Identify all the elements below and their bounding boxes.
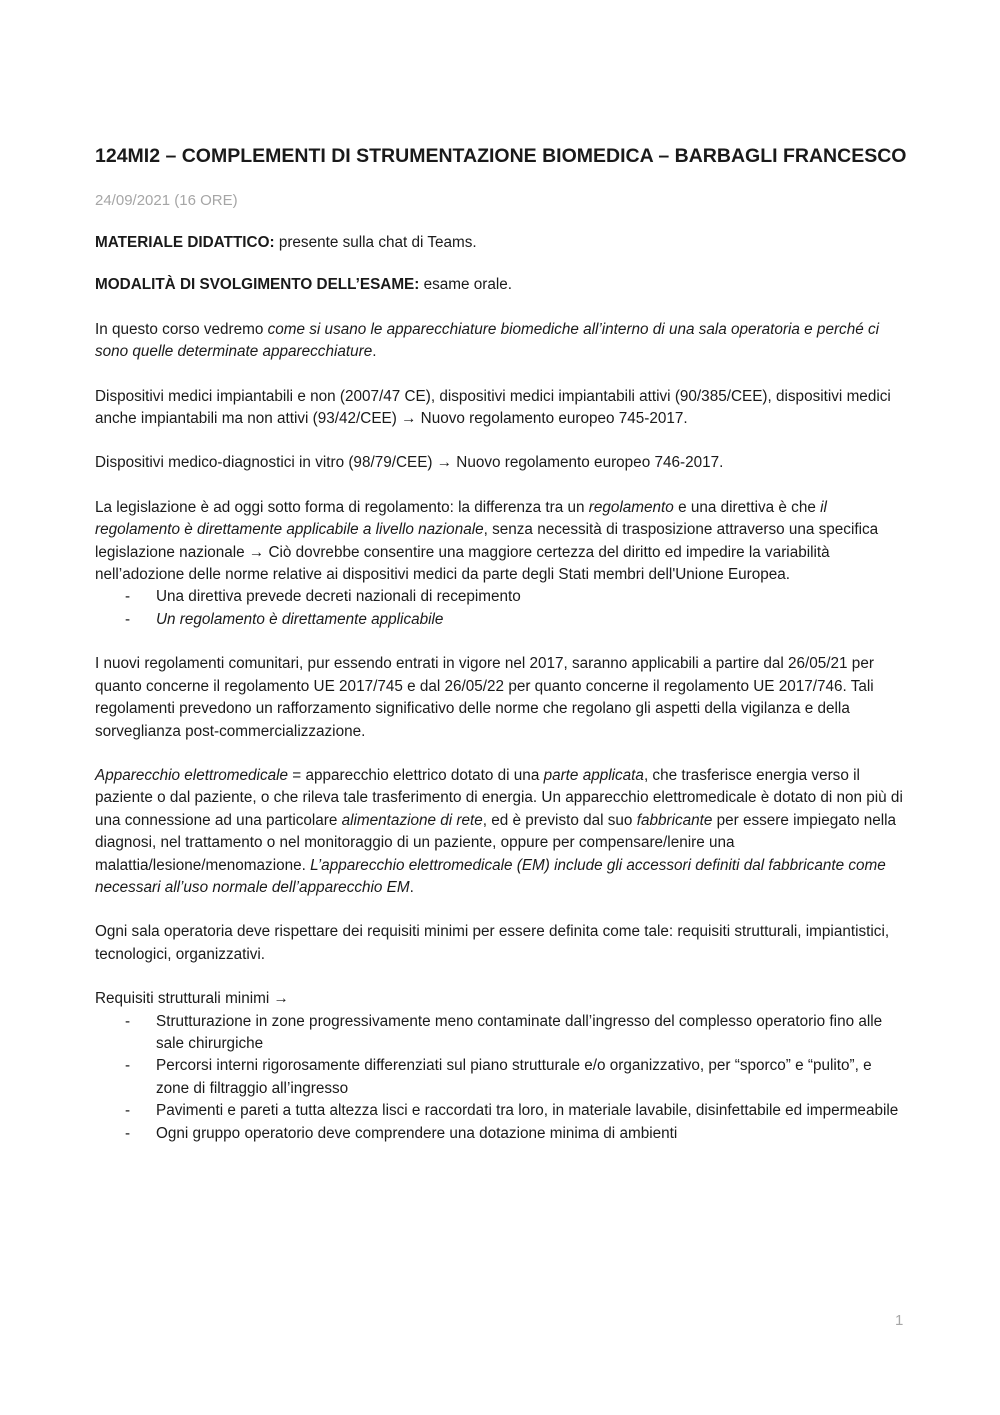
legislazione-italic-2: il regolamento è direttamente applicabile a livello nazionale: [95, 498, 827, 539]
intro-italic: come si usano le apparecchiature biomediche all’interno di una sala operatoria e perché ci sono quelle determinate apparecchiature: [95, 320, 879, 361]
document-title: 124MI2 – COMPLEMENTI DI STRUMENTAZIONE BIOMEDICA – BARBAGLI FRANCESCO: [95, 145, 907, 167]
legislazione-text-3: , senza necessità di trasposizione attraverso una specifica legislazione nazionale → Ciò dovrebbe consentire una maggiore certezza del diritto ed impedire la variabilità nell’adozione delle norme relative ai dispositivi medici da parte degli Stati membri dell'Unione Europea.: [95, 521, 879, 584]
dispositivi-paragraph-2: Dispositivi medico-diagnostici in vitro (98/79/CEE) → Nuovo regolamento europeo 746-2017.: [95, 454, 724, 472]
list-item: [95, 609, 907, 631]
apparecchio-term: Apparecchio elettromedicale: [95, 766, 289, 784]
list-item: - Percorsi interni rigorosamente differenziati sul piano strutturale e/o organizzativo, per “sporco” e “pulito”, e zone di filtraggio all’ingresso: [95, 1055, 907, 1100]
direttiva-list: [95, 586, 907, 631]
materiale-text: presente sulla chat di Teams.: [274, 234, 477, 251]
apparecchio-italic-2: parte applicata: [543, 766, 644, 784]
apparecchio-text-3: , ed è previsto dal suo: [482, 811, 637, 829]
page-number: 1: [895, 1312, 904, 1329]
list-item: - Strutturazione in zone progressivamente meno contaminate dall’ingresso del complesso operatorio fino alle sale chirurgiche: [95, 1011, 907, 1056]
requisiti-heading: Requisiti strutturali minimi →: [95, 990, 289, 1008]
apparecchio-italic-4: fabbricante: [636, 811, 713, 829]
dispositivi-paragraph-1: Dispositivi medici impiantabili e non (2007/47 CE), dispositivi medici impiantabili attivi (90/385/CEE), dispositivi medici anche impiantabili ma non attivi (93/42/CEE) → Nuovo regolamento europeo 745-2017.: [95, 387, 891, 428]
lecture-date: 24/09/2021 (16 ORE): [95, 192, 238, 209]
nuovi-regolamenti-paragraph: I nuovi regolamenti comunitari, pur essendo entrati in vigore nel 2017, saranno applicabili a partire dal 26/05/21 per quanto concerne il regolamento UE 2017/745 e dal 26/05/22 per quanto concerne il regolamento UE 2017/746. Tali regolamenti prevedono un rafforzamento significativo delle norme che regolano gli aspetti della vigilanza e della sorveglianza post-commercializzazione.: [95, 655, 874, 740]
intro-paragraph: [95, 319, 907, 364]
legislazione-paragraph: [95, 497, 907, 587]
apparecchio-text-5: .: [409, 878, 414, 896]
legislazione-text-2: e una direttiva è che: [673, 498, 821, 516]
materiale-label: MATERIALE DIDATTICO:: [95, 234, 275, 251]
apparecchio-text-2: , che trasferisce energia verso il paziente o dal paziente, o che rileva tale trasferimento di energia. Un apparecchio elettromedicale è dotato di non più di una connessione ad una particolare: [95, 766, 903, 829]
legislazione-italic-1: regolamento: [588, 498, 674, 516]
list-item: - Pavimenti e pareti a tutta altezza lisci e raccordati tra loro, in materiale lavabile, disinfettabile ed impermeabile: [95, 1100, 907, 1122]
apparecchio-italic-3: alimentazione di rete: [341, 811, 483, 829]
modalita-label: MODALITÀ DI SVOLGIMENTO DELL’ESAME:: [95, 276, 420, 294]
modalita-paragraph: [95, 274, 907, 296]
document-page: [95, 140, 907, 1145]
sala-operatoria-paragraph: Ogni sala operatoria deve rispettare dei requisiti minimi per essere definita come tale: requisiti strutturali, impiantistici, tecnologici, organizzativi.: [95, 923, 890, 963]
intro-end: .: [372, 343, 377, 361]
modalita-text: esame orale.: [419, 276, 513, 294]
apparecchio-text-1: = apparecchio elettrico dotato di una: [288, 766, 544, 784]
apparecchio-text-4: per essere impiegato nella diagnosi, nel trattamento o nel monitoraggio di un paziente, oppure per compensare/lenire una malattia/lesione/menomazione.: [95, 811, 897, 874]
list-item: - Una direttiva prevede decreti nazionali di recepimento: [95, 586, 907, 608]
list-item: - Ogni gruppo operatorio deve comprendere una dotazione minima di ambienti: [95, 1123, 907, 1145]
requisiti-list: [95, 1011, 907, 1145]
apparecchio-paragraph: [95, 765, 907, 899]
list-item-italic: Un regolamento è direttamente applicabile: [156, 610, 444, 628]
intro-text: In questo corso vedremo: [95, 320, 268, 338]
materiale-paragraph: [95, 232, 907, 254]
legislazione-text-1: La legislazione è ad oggi sotto forma di regolamento: la differenza tra un: [95, 498, 589, 516]
apparecchio-italic-5: L’apparecchio elettromedicale (EM) include gli accessori definiti dal fabbricante come necessari all’uso normale dell’apparecchio EM: [95, 856, 886, 896]
